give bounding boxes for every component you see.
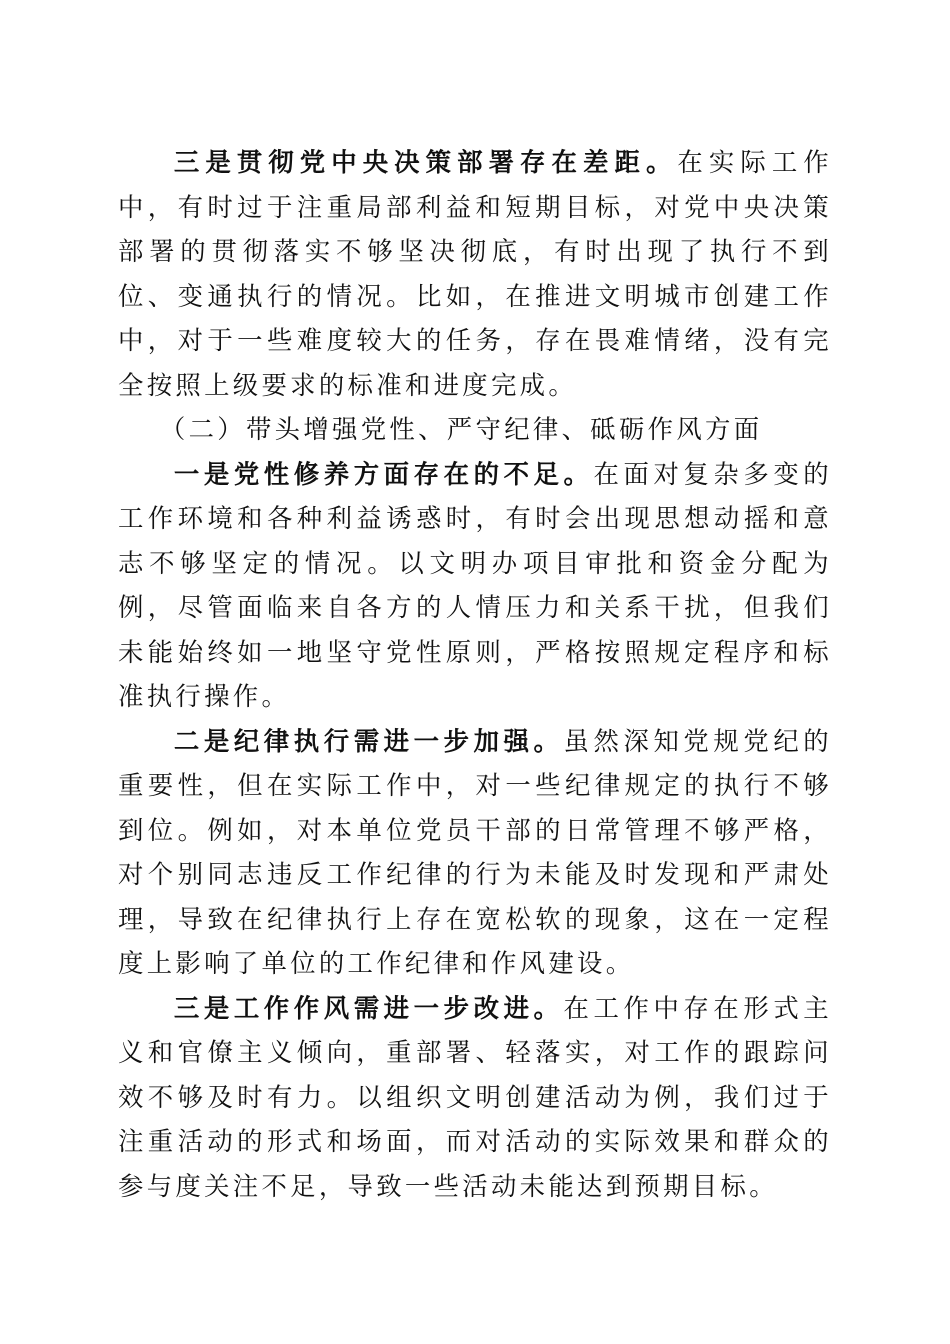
paragraph-body: 虽然深知党规党纪的重要性，但在实际工作中，对一些纪律规定的执行不够到位。例如，对本单位党员干部的日常管理不够严格，对个别同志违反工作纪律的行为未能及时发现和严肃处理，导致在纪律执行上存在宽松软的现象，这在一定程度上影响了单位的工作纪律和作风建设。 (118, 725, 833, 978)
paragraph-work-style (118, 986, 832, 1209)
paragraph-party-spirit (118, 452, 832, 719)
paragraph-discipline (118, 719, 832, 986)
document-body (118, 140, 832, 1208)
paragraph-body: 在实际工作中，有时过于注重局部利益和短期目标，对党中央决策部署的贯彻落实不够坚决彻底，有时出现了执行不到位、变通执行的情况。比如，在推进文明城市创建工作中，对于一些难度较大的任务，存在畏难情绪，没有完全按照上级要求的标准和进度完成。 (118, 147, 832, 400)
paragraph-lead: 三是贯彻党中央决策部署存在差距。 (173, 147, 678, 177)
paragraph-body: 在面对复杂多变的工作环境和各种利益诱惑时，有时会出现思想动摇和意志不够坚定的情况。以文明办项目审批和资金分配为例，尽管面临来自各方的人情压力和关系干扰，但我们未能始终如一地坚守党性原则，严格按照规定程序和标准执行操作。 (118, 458, 832, 711)
paragraph-policy-implementation (118, 140, 832, 407)
paragraph-lead: 三是工作作风需进一步改进。 (173, 992, 564, 1023)
paragraph-lead: 一是党性修养方面存在的不足。 (173, 458, 594, 489)
paragraph-lead: 二是纪律执行需进一步加强。 (173, 725, 564, 756)
paragraph-body: 在工作中存在形式主义和官僚主义倾向，重部署、轻落实，对工作的跟踪问效不够及时有力。以组织文明创建活动为例，我们过于注重活动的形式和场面，而对活动的实际效果和群众的参与度关注不足，导致一些活动未能达到预期目标。 (118, 992, 833, 1201)
section-heading: （二）带头增强党性、严守纪律、砥砺作风方面 (159, 414, 763, 444)
